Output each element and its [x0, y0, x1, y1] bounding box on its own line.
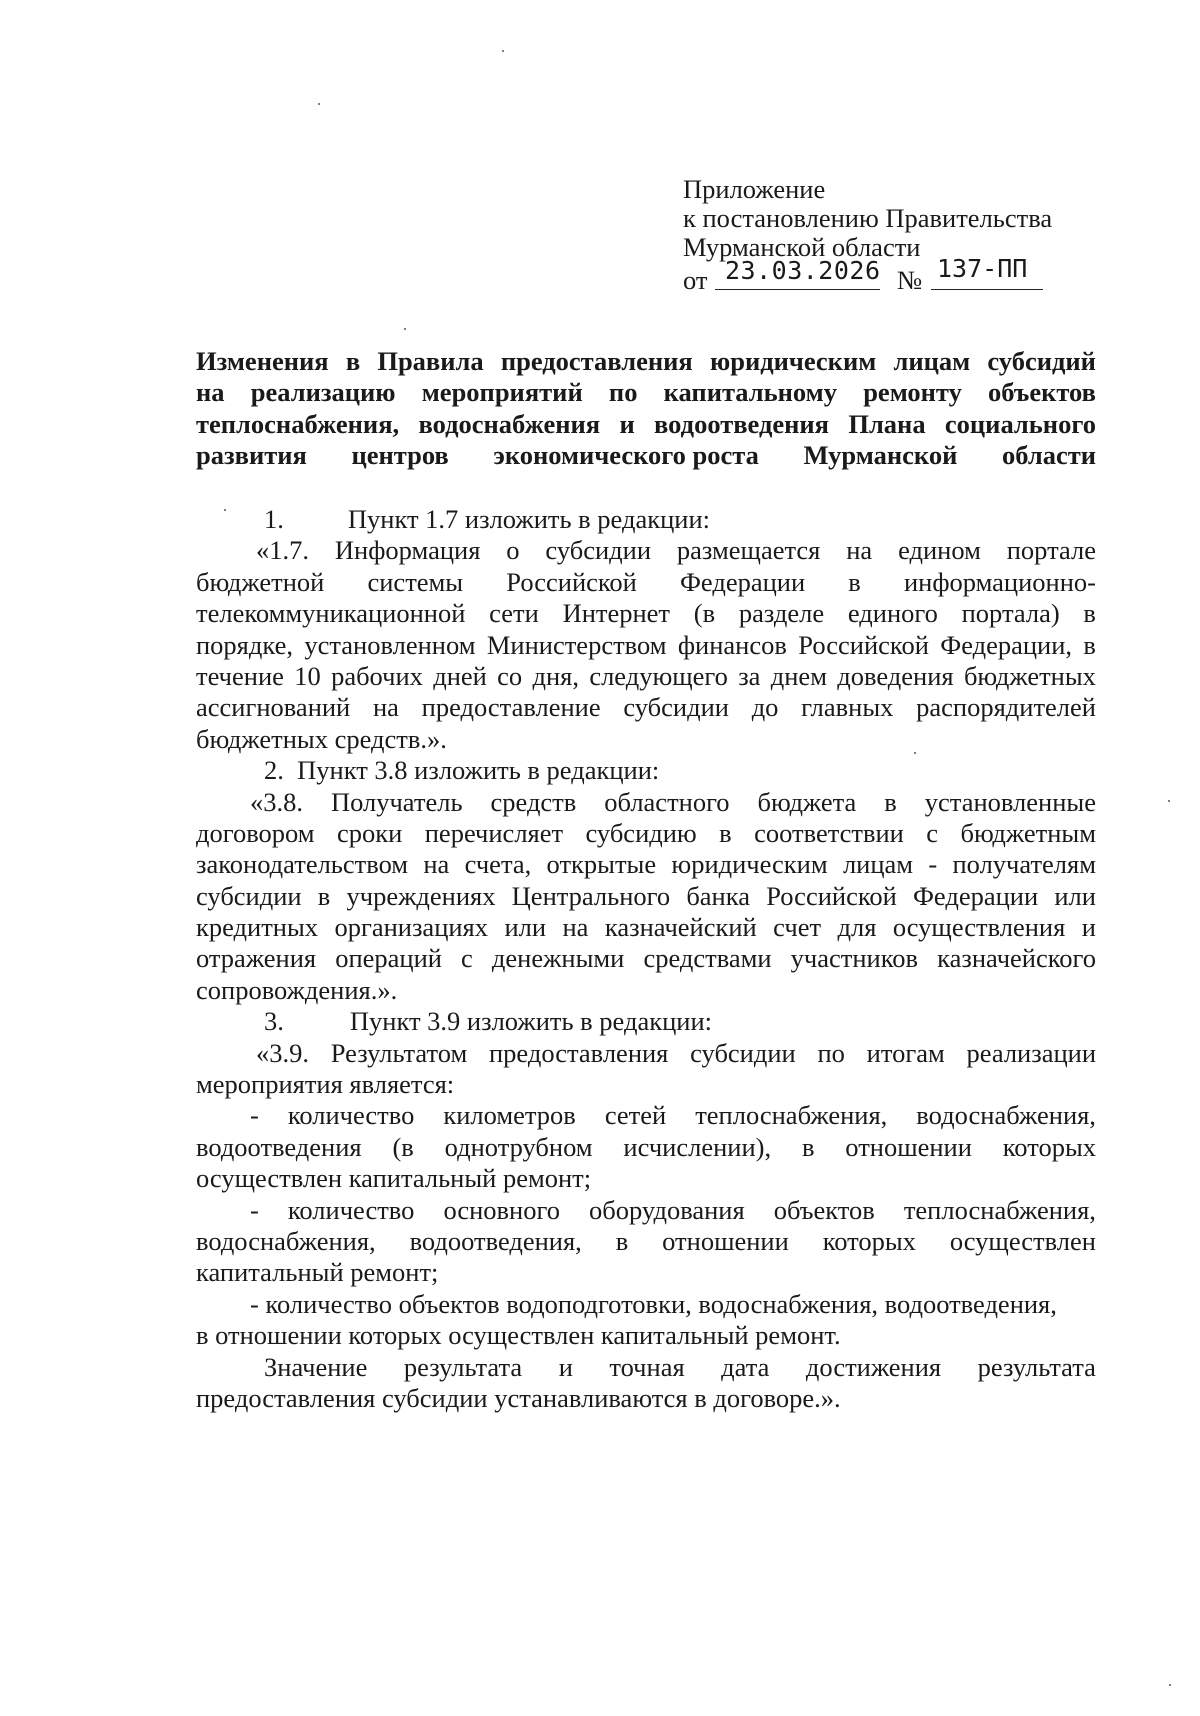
- paragraph-3-9-last-line: [196, 1069, 1096, 1100]
- word: едином: [898, 535, 981, 566]
- scan-speck: [224, 509, 226, 511]
- word: кредитных: [196, 912, 319, 943]
- bullet-2-last-line: [196, 1257, 1096, 1288]
- word: объектов: [773, 1194, 875, 1225]
- word: водоотведения: [196, 1131, 362, 1162]
- word: учреждениях: [346, 880, 496, 911]
- word: договором: [196, 817, 315, 848]
- word: субсидии: [690, 1037, 796, 1068]
- paragraph-3-9-first-line: [196, 1038, 1096, 1069]
- word: реализации: [966, 1037, 1096, 1068]
- word: субсидии: [623, 692, 729, 723]
- word: сетей: [604, 1100, 667, 1131]
- word: телекоммуникационной: [196, 598, 466, 629]
- word: Изменения: [196, 346, 329, 376]
- word: бюджета: [757, 786, 857, 817]
- word: единого: [847, 598, 938, 629]
- title-line: [196, 346, 1096, 377]
- word: в: [345, 346, 361, 376]
- word: километров: [443, 1100, 576, 1131]
- paragraph-3-8-line: [196, 881, 1096, 912]
- word: средств: [490, 786, 577, 817]
- paragraph-3-8-line: [196, 787, 1096, 818]
- word: Правила: [377, 346, 484, 376]
- word: порядке,: [196, 629, 293, 660]
- word: разделе: [738, 598, 825, 629]
- word: водоснабжения,: [196, 1225, 376, 1256]
- paragraph-1-7-line: [196, 598, 1096, 629]
- word: бюджетных: [963, 660, 1096, 691]
- word: осуществления: [892, 912, 1066, 943]
- bullet-1: [196, 1100, 1096, 1163]
- paragraph-3-8-line: [196, 912, 1096, 943]
- paragraph-3-8: [196, 787, 1096, 975]
- word: (в: [392, 1131, 414, 1162]
- word: капитальному: [663, 377, 837, 408]
- word: с: [461, 943, 473, 974]
- word: предоставления: [500, 346, 693, 376]
- word: Российской: [766, 880, 897, 911]
- title-line: [196, 377, 1096, 408]
- word: доведения: [837, 660, 954, 691]
- word: теплоснабжения,: [903, 1194, 1096, 1225]
- word: -: [250, 1100, 259, 1131]
- word: Информация: [334, 535, 481, 566]
- word: на: [196, 377, 225, 408]
- final-paragraph-line: [196, 1352, 1096, 1383]
- word: Федерации: [680, 566, 806, 597]
- word: -: [250, 1194, 259, 1225]
- word: и: [619, 408, 635, 439]
- word: размещается: [676, 535, 821, 566]
- bullet-1-last-line: [196, 1163, 1096, 1194]
- word: в: [848, 566, 861, 597]
- word: по: [817, 1037, 845, 1068]
- word: отражения: [196, 943, 317, 974]
- paragraph-1-7: [196, 535, 1096, 723]
- word: средствами: [643, 943, 772, 974]
- word: теплоснабжения,: [695, 1100, 888, 1131]
- paragraph-3-8-line: [196, 818, 1096, 849]
- word: юридическим: [709, 346, 877, 376]
- appendix-line-1: Приложение: [683, 174, 826, 204]
- word: мероприятий: [421, 377, 583, 408]
- word: Результатом: [330, 1037, 468, 1068]
- word: портале: [1006, 535, 1096, 566]
- paragraph-3-8-line: [196, 849, 1096, 880]
- decree-number: 137-ПП: [931, 254, 1043, 290]
- word: до: [751, 692, 779, 723]
- final-paragraph-last-line: [196, 1383, 1096, 1414]
- word: субсидию: [585, 817, 697, 848]
- word: бюджетной: [196, 566, 325, 597]
- word: социального: [944, 408, 1096, 439]
- item-2-heading: [196, 755, 1096, 786]
- word: количество: [287, 1194, 415, 1225]
- word: дата: [721, 1351, 770, 1382]
- word: портала): [961, 598, 1060, 629]
- word: водоотведения: [654, 408, 830, 439]
- final-paragraph-end: предоставления субсидии устанавливаются в договоре.».: [196, 1382, 841, 1413]
- word: перечисляет: [424, 817, 564, 848]
- word: Плана: [848, 408, 926, 439]
- word: однотрубном: [444, 1131, 593, 1162]
- word: ассигнований: [196, 692, 351, 723]
- word: финансов: [677, 629, 787, 660]
- document-title: [196, 346, 1096, 472]
- word: Центрального: [511, 880, 671, 911]
- word: отношении: [845, 1131, 972, 1162]
- word: Российской: [798, 629, 929, 660]
- bullet-3-start: - количество объектов водоподготовки, водоснабжения, водоотведения,: [250, 1288, 1057, 1319]
- word: на: [846, 535, 873, 566]
- bullet-2-line: [196, 1226, 1096, 1257]
- word: достижения: [805, 1351, 942, 1382]
- word: результата: [403, 1351, 523, 1382]
- decree-number-line: [683, 254, 1103, 296]
- word: в: [317, 880, 331, 911]
- item-3-heading: [196, 1006, 1096, 1037]
- word: Получатель: [330, 786, 463, 817]
- word: «1.7.: [256, 535, 309, 566]
- bullet-1-line: [196, 1132, 1096, 1163]
- bullet-1-end: осуществлен капитальный ремонт;: [196, 1163, 592, 1194]
- paragraph-1-7-end: бюджетных средств.».: [196, 723, 447, 754]
- paragraph-3-9-end: мероприятия является:: [196, 1069, 455, 1100]
- word: дня,: [532, 660, 579, 691]
- word: субсидии: [196, 880, 302, 911]
- paragraph-3-9-line: [196, 1038, 1096, 1069]
- word: информационно-: [903, 566, 1096, 597]
- decree-date: 23.03.2026: [715, 256, 880, 290]
- word: итогам: [866, 1037, 945, 1068]
- bullet-2: [196, 1195, 1096, 1258]
- word: точная: [609, 1351, 685, 1382]
- word: Министерством: [486, 629, 667, 660]
- title-line: [196, 409, 1096, 440]
- word: или: [1054, 880, 1096, 911]
- word: ремонту: [863, 377, 962, 408]
- item-3-number: 3.: [264, 1006, 284, 1037]
- word: результата: [977, 1351, 1096, 1382]
- item-1-text: Пункт 1.7 изложить в редакции:: [347, 504, 710, 534]
- bullet-2-line: [196, 1195, 1096, 1226]
- word: счет: [773, 912, 822, 943]
- word: на: [372, 692, 399, 723]
- paragraph-1-7-line: [196, 630, 1096, 661]
- word: 10: [294, 660, 321, 691]
- word: водоснабжения: [418, 408, 601, 439]
- paragraph-3-8-end: сопровождения.».: [196, 974, 398, 1005]
- word: банка: [686, 880, 750, 911]
- word: о: [506, 535, 520, 566]
- word: сроки: [336, 817, 403, 848]
- word: в: [615, 1225, 629, 1256]
- word: отношении: [662, 1225, 789, 1256]
- word: в: [1083, 629, 1096, 660]
- word: сети: [489, 598, 539, 629]
- word: осуществлен: [949, 1225, 1096, 1256]
- word: (в: [693, 598, 716, 629]
- word: объектов: [988, 377, 1096, 408]
- date-prefix: от: [683, 265, 708, 295]
- word: исчислении),: [623, 1131, 772, 1162]
- document-body: [196, 504, 1096, 1414]
- word: днем: [770, 660, 827, 691]
- word: системы: [367, 566, 464, 597]
- word: реализацию: [250, 377, 396, 408]
- word: которых: [1002, 1131, 1096, 1162]
- word: лицам: [893, 346, 971, 376]
- word: дней: [433, 660, 487, 691]
- word: субсидий: [987, 346, 1096, 376]
- number-sign: №: [897, 265, 923, 295]
- word: по: [608, 377, 638, 408]
- bullet-3-end: в отношении которых осуществлен капитальный ремонт.: [196, 1320, 841, 1351]
- item-3-text: Пункт 3.9 изложить в редакции:: [349, 1006, 712, 1037]
- scan-speck: [1168, 800, 1170, 802]
- word: в: [719, 817, 732, 848]
- bullet-3-first-line: [196, 1289, 1096, 1320]
- word: -: [928, 849, 938, 880]
- bullet-1-line: [196, 1100, 1096, 1131]
- title-line: [196, 440, 1096, 471]
- scan-speck: [404, 328, 406, 330]
- word: Российской: [506, 566, 637, 597]
- paragraph-3-8-line: [196, 943, 1096, 974]
- word: Мурманской: [803, 440, 958, 471]
- word: казначейского: [937, 943, 1096, 974]
- word: главных: [801, 692, 894, 723]
- bullet-3-last-line: [196, 1320, 1096, 1351]
- word: «3.9.: [256, 1037, 309, 1068]
- word: водоснабжения,: [916, 1100, 1096, 1131]
- word: распорядителей: [916, 692, 1096, 723]
- word: Федерации: [913, 880, 1039, 911]
- word: законодательством: [196, 849, 409, 880]
- word: предоставления: [489, 1037, 669, 1068]
- word: которых: [822, 1225, 916, 1256]
- word: «3.8.: [250, 786, 303, 817]
- word: и: [1081, 912, 1096, 943]
- word: теплоснабжения,: [196, 408, 400, 439]
- paragraph-1-7-line: [196, 692, 1096, 723]
- word: установленные: [924, 786, 1096, 817]
- paragraph-1-7-line: [196, 567, 1096, 598]
- scan-speck: [914, 752, 916, 754]
- word: установленном: [304, 629, 476, 660]
- item-1-number: 1.: [264, 504, 284, 534]
- final-paragraph-first-line: [196, 1352, 1096, 1383]
- word: на: [423, 849, 450, 880]
- word: лицам: [842, 849, 914, 880]
- word: Федерации,: [940, 629, 1073, 660]
- word: основного: [443, 1194, 560, 1225]
- word: открытые: [546, 849, 657, 880]
- word: Интернет: [562, 598, 670, 629]
- word: в: [884, 786, 897, 817]
- item-2-text: 2. Пункт 3.8 изложить в редакции:: [264, 755, 660, 786]
- word: оборудования: [589, 1194, 745, 1225]
- word: развития: [196, 440, 307, 471]
- word: получателям: [952, 849, 1096, 880]
- word: в: [1083, 598, 1096, 629]
- word: количество: [287, 1100, 415, 1131]
- word: следующего: [589, 660, 728, 691]
- appendix-block: [683, 175, 1103, 296]
- scan-speck: [502, 50, 504, 52]
- word: рабочих: [331, 660, 423, 691]
- word: организациях: [334, 912, 488, 943]
- word: в: [801, 1131, 815, 1162]
- word: или: [504, 912, 547, 943]
- item-1-heading: [196, 504, 1096, 535]
- appendix-line-2: к постановлению Правительства: [683, 203, 1053, 233]
- word: на: [562, 912, 589, 943]
- word: для: [837, 912, 877, 943]
- word: с: [926, 817, 939, 848]
- word: субсидии: [545, 535, 652, 566]
- word: Значение: [264, 1351, 368, 1382]
- word: участников: [790, 943, 919, 974]
- word: за: [738, 660, 761, 691]
- word: юридическим: [671, 849, 828, 880]
- word: казначейский: [604, 912, 757, 943]
- word: денежными: [491, 943, 625, 974]
- word: течение: [196, 660, 284, 691]
- scan-speck: [318, 103, 320, 105]
- word: областного: [604, 786, 730, 817]
- paragraph-1-7-line: [196, 661, 1096, 692]
- appendix-line-3: Мурманской области: [683, 232, 921, 262]
- word: со: [497, 660, 523, 691]
- word: водоотведения,: [409, 1225, 582, 1256]
- word: предоставление: [421, 692, 601, 723]
- word: и: [558, 1351, 573, 1382]
- word: бюджетным: [960, 817, 1096, 848]
- scan-speck: [1169, 1684, 1171, 1686]
- word: области: [1001, 440, 1096, 471]
- word: соответствии: [754, 817, 904, 848]
- bullet-2-end: капитальный ремонт;: [196, 1257, 439, 1288]
- word: экономического роста: [493, 440, 759, 471]
- paragraph-3-8-last-line: [196, 975, 1096, 1006]
- word: счета,: [464, 849, 532, 880]
- word: операций: [335, 943, 442, 974]
- paragraph-1-7-line: [196, 535, 1096, 566]
- word: центров: [351, 440, 449, 471]
- paragraph-1-7-last-line: [196, 724, 1096, 755]
